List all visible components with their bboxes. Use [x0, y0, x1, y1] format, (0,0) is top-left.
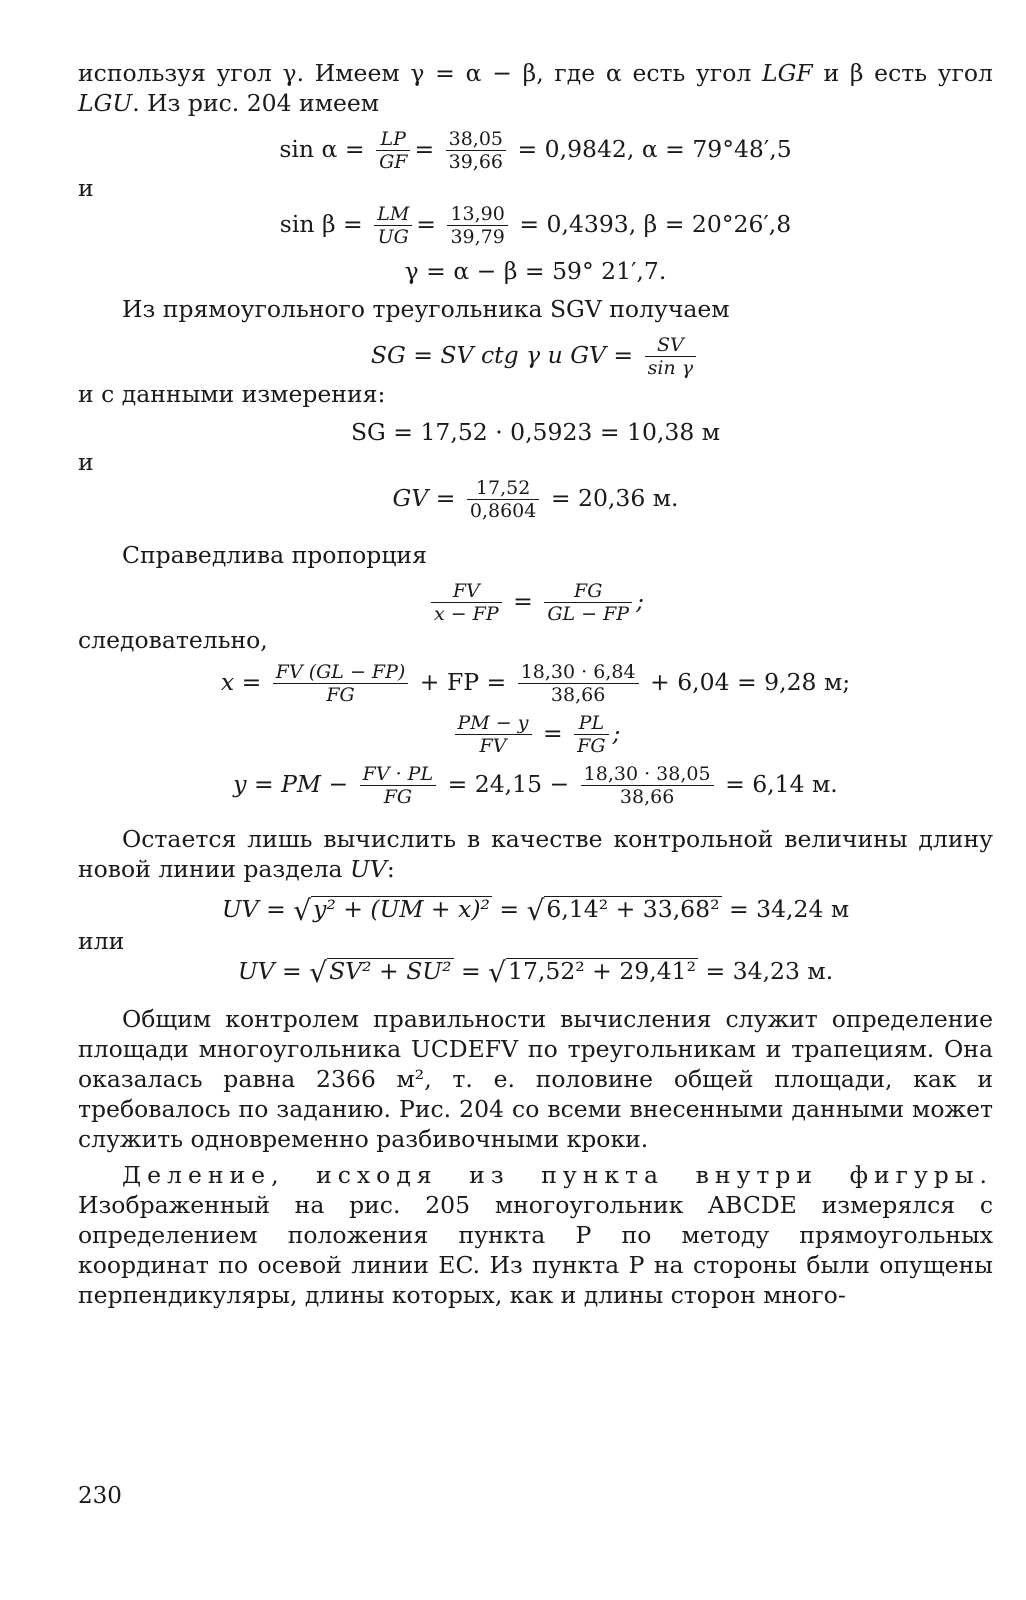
fraction: $\frac{38,05}{39,66}$ — [446, 128, 506, 173]
fraction: $\frac{PM - y}{FV}$ — [455, 712, 532, 757]
fraction: $\frac{17,52}{0,8604}$ — [467, 477, 539, 522]
fraction: $\frac{18,30 \cdot 6,84}{38,66}$ — [518, 661, 639, 706]
equation-uv-2: UV = √SV² + SU² = √17,52² + 29,41² = 34,23 м. — [237, 956, 834, 989]
equation-sg-value: SG = 17,52 · 0,5923 = 10,38 м — [350, 418, 721, 446]
paragraph-1: используя угол γ. Имеем γ = α − β, где α есть угол LGF и β есть угол LGU. Из рис. 204 имеем — [78, 59, 993, 117]
page-number: 230 — [78, 1483, 122, 1509]
conjunction: и — [78, 174, 94, 202]
paragraph-8: Деление, исходя из пункта внутри фигуры. Изображенный на рис. 205 многоугольник ABCDE измерялся с определением положения пункта P по методу прямоугольных координат по осевой линии EC. Из пункта P на стороны были опущены перпендикуляры, длины которых, как и длины сторон много- — [78, 1161, 993, 1309]
page-body — [78, 58, 993, 1310]
paragraph-3: и с данными измерения: — [78, 380, 386, 408]
fraction: $\frac{FV \cdot PL}{FG}$ — [360, 763, 436, 808]
equation-x: x = $\frac{FV (GL - FP)}{FG}$ + FP = $\frac{18,30 \cdot 6,84}{38,66}$ + 6,04 = 9,28 м; — [220, 661, 851, 706]
fraction: $\frac{FV (GL - FP)}{FG}$ — [273, 661, 409, 706]
fraction: $\frac{PL}{FG}$ — [574, 712, 608, 757]
equation-proportion: $\frac{FV}{x - FP}$ = $\frac{FG}{GL - FP}$ ; — [78, 580, 993, 625]
conjunction: или — [78, 927, 125, 955]
equation-sg-gv: SG = SV ctg γ и GV = $\frac{SV}{\text{sin γ}}$ — [78, 334, 993, 379]
equation-y-proportion: $\frac{PM - y}{FV}$ = $\frac{PL}{FG}$ ; — [78, 712, 993, 757]
paragraph-4: Справедлива пропорция — [122, 541, 427, 569]
fraction: $\frac{FG}{GL - FP}$ — [544, 580, 632, 625]
fraction: $\frac{SV}{\text{sin γ}}$ — [645, 334, 696, 379]
paragraph-2: Из прямоугольного треугольника SGV получаем — [122, 295, 730, 323]
equation-y: y = PM − $\frac{FV \cdot PL}{FG}$ = 24,15 − $\frac{18,30 \cdot 38,05}{38,66}$ = 6,14 м. — [233, 763, 838, 808]
equation-gamma: γ = α − β = 59° 21′,7. — [404, 257, 667, 285]
conjunction: и — [78, 448, 94, 476]
radical: SV² + SU² — [329, 957, 452, 985]
equation-sin-beta: sin β = $\frac{LM}{UG}$ = $\frac{13,90}{39,79}$ = 0,4393, β = 20°26′,8 — [279, 203, 792, 248]
fraction: $\frac{13,90}{39,79}$ — [447, 203, 507, 248]
equation-gv-value: GV = $\frac{17,52}{0,8604}$ = 20,36 м. — [392, 477, 679, 522]
paragraph-6: Остается лишь вычислить в качестве контрольной величины длину новой линии раздела UV: — [78, 825, 993, 883]
equation-sin-alpha: sin α = $\frac{LP}{GF}$ = $\frac{38,05}{39,66}$ = 0,9842, α = 79°48′,5 — [279, 128, 792, 173]
paragraph-5: следовательно, — [78, 626, 268, 654]
fraction: $\frac{LP}{GF}$ — [376, 128, 410, 173]
fraction: $\frac{LM}{UG}$ — [374, 203, 412, 248]
fraction: $\frac{18,30 \cdot 38,05}{38,66}$ — [581, 763, 714, 808]
paragraph-7: Общим контролем правильности вычисления служит определение площади многоугольника UCDEFV по треугольникам и трапециям. Она оказалась равна 2366 м², т. е. половине общей площади, как и требовалось по заданию. Рис. 204 со всеми внесенными данными может служить одновременно разбивочными кроки. — [78, 1005, 993, 1153]
radical: 6,14² + 33,68² — [546, 895, 720, 923]
fraction: $\frac{FV}{x - FP}$ — [431, 580, 502, 625]
radical: y² + (UM + x)² — [313, 895, 490, 923]
radical: 17,52² + 29,41² — [508, 957, 697, 985]
equation-uv-1: UV = √y² + (UM + x)² = √6,14² + 33,68² = 34,24 м — [221, 894, 850, 927]
